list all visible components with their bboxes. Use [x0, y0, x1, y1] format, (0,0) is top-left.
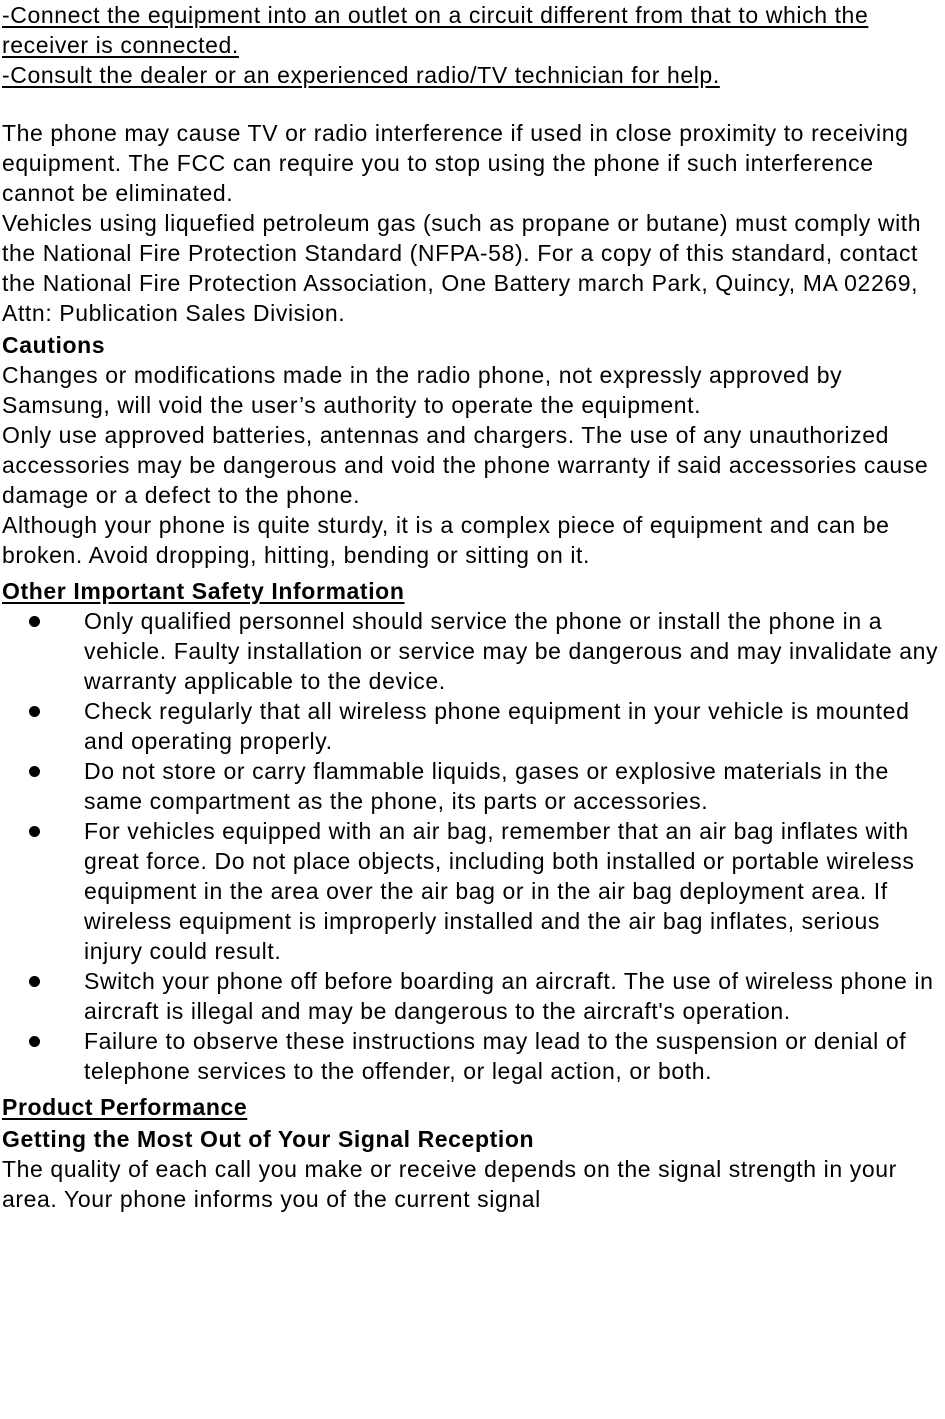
cautions-sturdy-phone: Although your phone is quite sturdy, it is a complex piece of equipment and can be broken. Avoid dropping, hitting, bending or sitting on it.	[2, 512, 890, 568]
list-item: Failure to observe these instructions may lead to the suspension or denial of telephone services to the offender, or legal action, or both.	[2, 1026, 942, 1086]
signal-reception-subheading: Getting the Most Out of Your Signal Reception	[2, 1126, 535, 1152]
bullet-icon	[29, 976, 40, 987]
list-item: Do not store or carry flammable liquids, gases or explosive materials in the same compartment as the phone, its parts or accessories.	[2, 756, 942, 816]
bullet-icon	[29, 766, 40, 777]
intro-line-consult-dealer: -Consult the dealer or an experienced radio/TV technician for help.	[2, 62, 720, 88]
safety-heading: Other Important Safety Information	[2, 578, 405, 604]
spacer	[2, 90, 942, 118]
safety-list	[2, 606, 942, 1086]
list-item: For vehicles equipped with an air bag, remember that an air bag inflates with great force. Do not place objects, including both installed or portable wireless equipment in the area over the air bag or in the air bag deployment area. If wireless equipment is improperly installed and the air bag inflates, serious injury could result.	[2, 816, 942, 966]
cautions-modifications: Changes or modifications made in the radio phone, not expressly approved by Samsung, will void the user’s authority to operate the equipment.	[2, 362, 843, 418]
cautions-approved-accessories: Only use approved batteries, antennas and chargers. The use of any unauthorized accessories may be dangerous and void the phone warranty if said accessories cause damage or a defect to the phone.	[2, 422, 929, 508]
bullet-icon	[29, 616, 40, 627]
cautions-heading: Cautions	[2, 332, 106, 358]
list-item: Only qualified personnel should service the phone or install the phone in a vehicle. Faulty installation or service may be dangerous and may invalidate any warranty applicable to the device.	[2, 606, 942, 696]
bullet-icon	[29, 1036, 40, 1047]
intro-line-connect-outlet: -Connect the equipment into an outlet on a circuit different from that to which the receiver is connected.	[2, 2, 869, 58]
list-item: Check regularly that all wireless phone equipment in your vehicle is mounted and operating properly.	[2, 696, 942, 756]
paragraph-lpg-vehicles: Vehicles using liquefied petroleum gas (such as propane or butane) must comply with the National Fire Protection Standard (NFPA-58). For a copy of this standard, contact the National Fire Protection Association, One Battery march Park, Quincy, MA 02269, Attn: Publication Sales Division.	[2, 210, 922, 326]
bullet-icon	[29, 826, 40, 837]
product-performance-heading: Product Performance	[2, 1094, 248, 1120]
paragraph-tv-interference: The phone may cause TV or radio interference if used in close proximity to receiving equipment. The FCC can require you to stop using the phone if such interference cannot be eliminated.	[2, 120, 909, 206]
list-item: Switch your phone off before boarding an aircraft. The use of wireless phone in aircraft is illegal and may be dangerous to the aircraft's operation.	[2, 966, 942, 1026]
paragraph-signal-quality: The quality of each call you make or receive depends on the signal strength in your area. Your phone informs you of the current signal	[2, 1156, 897, 1212]
document-page	[2, 0, 942, 1214]
bullet-icon	[29, 706, 40, 717]
